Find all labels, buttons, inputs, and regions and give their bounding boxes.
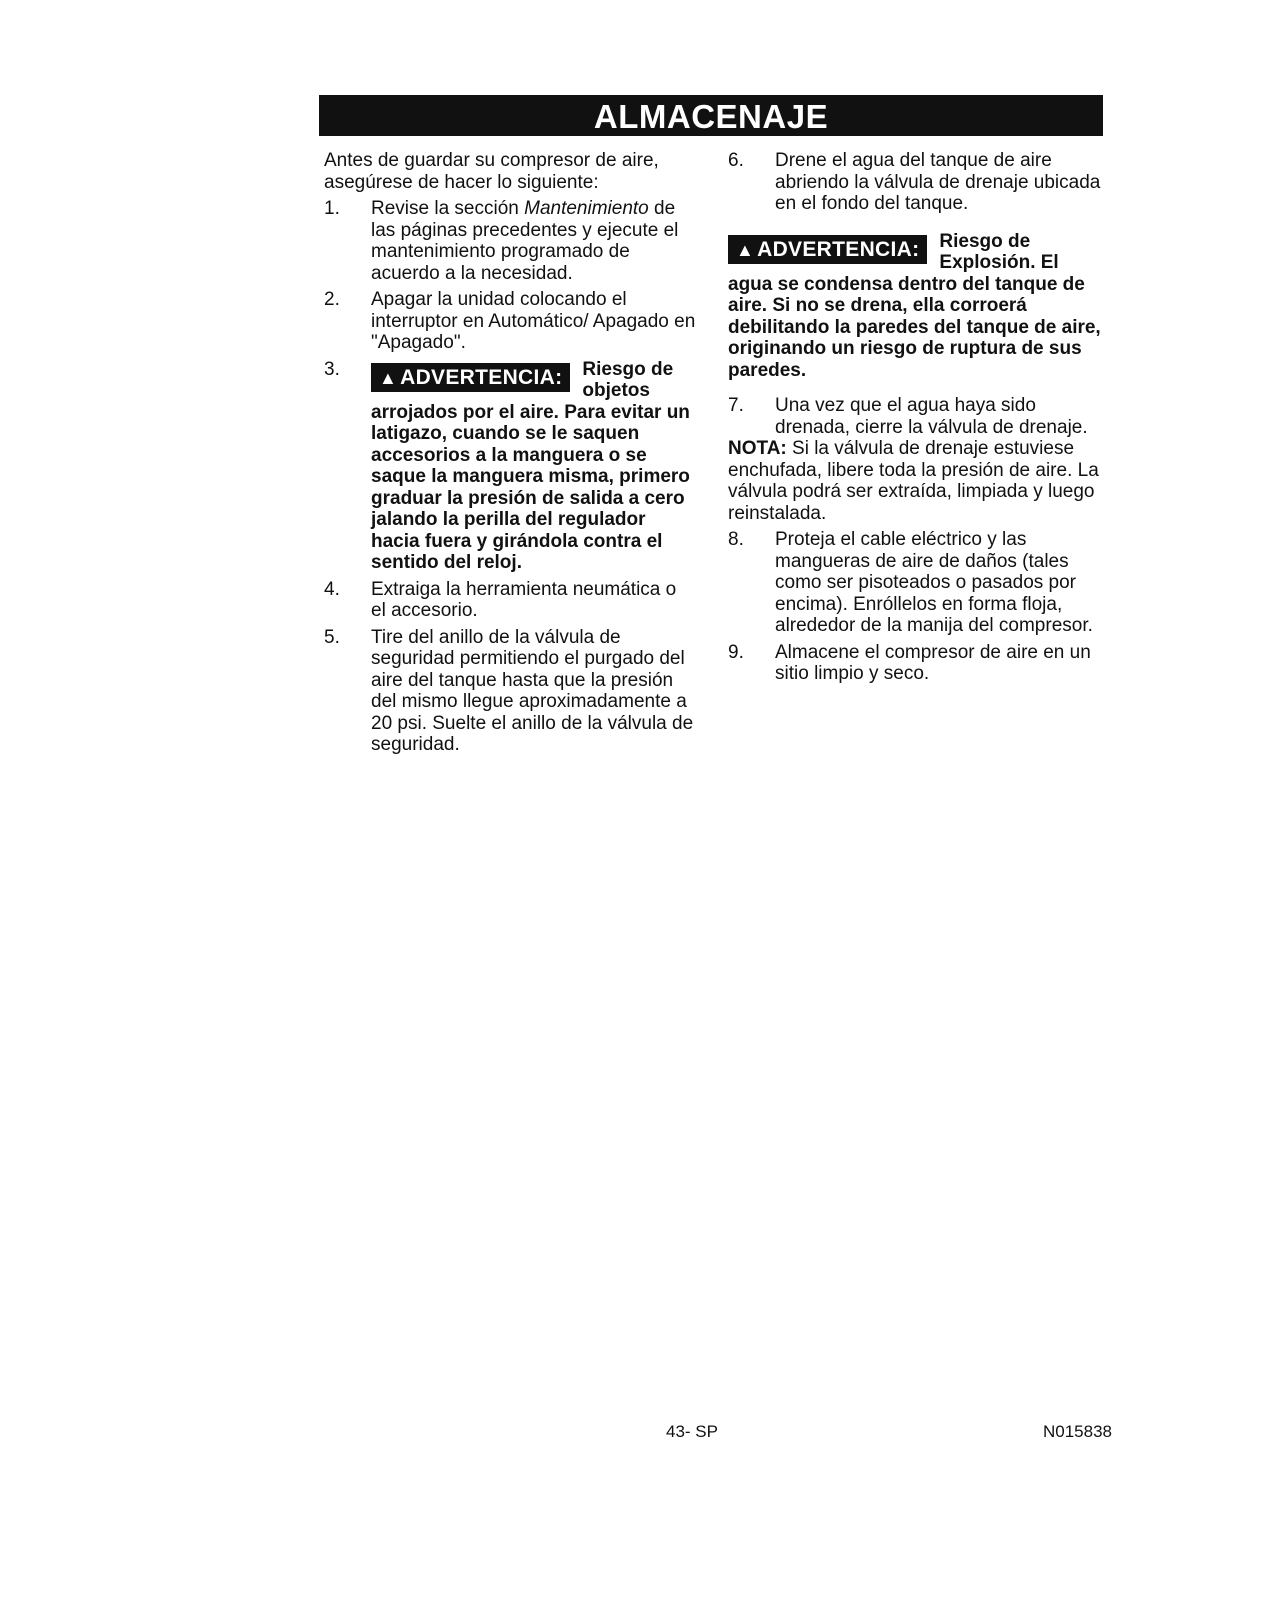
list-item bbox=[728, 529, 1103, 637]
item-text-end: de las páginas precedentes y ejecute el mantenimiento programado de acuerdo a la necesidad. bbox=[371, 198, 679, 284]
list-item-warning bbox=[324, 359, 696, 574]
list-item bbox=[728, 150, 1103, 215]
warning-triangle-icon: ▲ bbox=[736, 239, 755, 260]
item-text-start: Revise la sección bbox=[371, 198, 525, 219]
section-title: ALMACENAJE bbox=[593, 98, 829, 135]
item-number: 1. bbox=[324, 198, 340, 219]
item-text: Apagar la unidad colocando el interruptor en Automático/ Apagado en "Apagado". bbox=[371, 289, 696, 353]
warning-badge bbox=[728, 235, 927, 264]
list-item bbox=[324, 627, 696, 756]
left-column bbox=[324, 150, 696, 756]
list-item bbox=[728, 642, 1103, 685]
note-paragraph bbox=[728, 438, 1103, 524]
warning-block bbox=[728, 231, 1103, 382]
item-number: 9. bbox=[728, 641, 744, 663]
right-column bbox=[728, 150, 1103, 685]
item-number: 2. bbox=[324, 289, 340, 310]
item-text: Drene el agua del tanque de aire abriendo la válvula de drenaje ubicada en el fondo del tanque. bbox=[775, 150, 1101, 214]
warning-label: ADVERTENCIA: bbox=[757, 237, 920, 261]
warning-triangle-icon: ▲ bbox=[379, 367, 398, 388]
list-item bbox=[728, 395, 1103, 438]
warning-label: ADVERTENCIA: bbox=[400, 365, 563, 389]
document-code: N015838 bbox=[1043, 1422, 1113, 1441]
item-text-italic: Mantenimiento bbox=[524, 198, 649, 219]
item-number: 4. bbox=[324, 578, 340, 600]
list-item bbox=[324, 289, 696, 354]
item-text: Extraiga la herramienta neumática o el accesorio. bbox=[371, 578, 677, 621]
item-number: 6. bbox=[728, 150, 744, 171]
item-text: Tire del anillo de la válvula de seguridad permitiendo el purgado del aire del tanque hasta que la presión del mismo llegue aproximadamente a 20 psi. Suelte el anillo de la válvula de seguridad. bbox=[371, 626, 694, 755]
list-item bbox=[324, 579, 696, 622]
item-number: 3. bbox=[324, 358, 340, 380]
item-number: 8. bbox=[728, 529, 744, 550]
warning-text: Riesgo de Explosión. El agua se condensa dentro del tanque de aire. Si no se drena, ella corroerá debilitando la paredes del tanque de aire, originando un riesgo de ruptura de sus paredes. bbox=[728, 230, 1101, 381]
warning-text: Riesgo de objetos arrojados por el aire. Para evitar un latigazo, cuando se le saquen accesorios a la manguera o se saque la manguera misma, primero graduar la presión de salida a cero jalando la perilla del regulador hacia fuera y girándola contra el sentido del reloj. bbox=[371, 358, 690, 573]
list-item bbox=[324, 198, 696, 284]
item-number: 5. bbox=[324, 626, 340, 648]
note-label: NOTA: bbox=[728, 438, 787, 459]
page-number: 43- SP bbox=[666, 1422, 718, 1441]
item-text: Una vez que el agua haya sido drenada, cierre la válvula de drenaje. bbox=[775, 395, 1088, 438]
intro-text: Antes de guardar su compresor de aire, asegúrese de hacer lo siguiente: bbox=[324, 150, 659, 193]
note-text: Si la válvula de drenaje estuviese enchufada, libere toda la presión de aire. La válvula podrá ser extraída, limpiada y luego reinstalada. bbox=[728, 438, 1099, 524]
item-text: Almacene el compresor de aire en un sitio limpio y seco. bbox=[775, 641, 1091, 684]
item-text: Proteja el cable eléctrico y las mangueras de aire de daños (tales como ser pisoteados o pasados por encima). Enróllelos en forma floja, alrededor de la manija del compresor. bbox=[775, 529, 1093, 636]
warning-badge bbox=[371, 363, 570, 392]
section-banner bbox=[319, 95, 1103, 136]
item-number: 7. bbox=[728, 395, 744, 416]
